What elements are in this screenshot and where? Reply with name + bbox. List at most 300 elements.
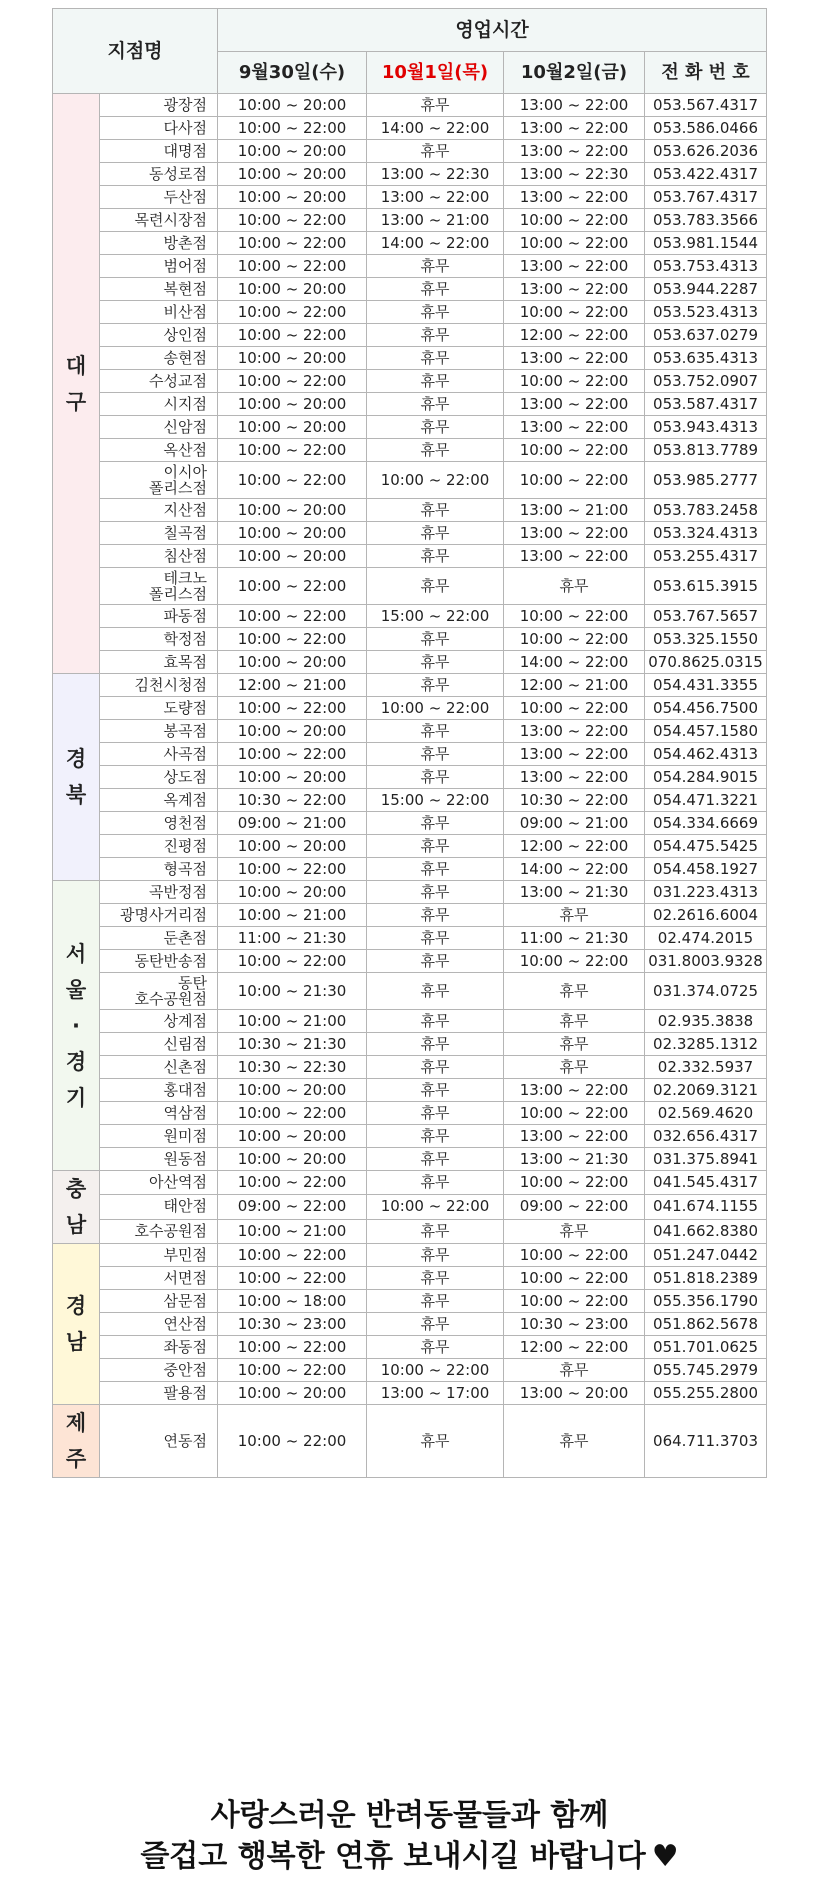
phone: 051.862.5678 xyxy=(645,1313,767,1336)
table-row xyxy=(53,1405,767,1478)
phone: 053.325.1550 xyxy=(645,628,767,651)
hours-oct1: 휴무 xyxy=(367,1148,504,1171)
branch-name: 봉곡점 xyxy=(100,720,218,743)
region-seoul xyxy=(53,881,100,1171)
phone: 053.567.4317 xyxy=(645,94,767,117)
table-row xyxy=(53,766,767,789)
hours-oct2: 13:00 ~ 22:00 xyxy=(504,743,645,766)
branch-name: 역삼점 xyxy=(100,1102,218,1125)
phone: 053.324.4313 xyxy=(645,522,767,545)
region-label-char: 경 xyxy=(65,747,87,771)
hours-oct1: 휴무 xyxy=(367,1079,504,1102)
phone: 053.981.1544 xyxy=(645,232,767,255)
hours-oct1: 휴무 xyxy=(367,743,504,766)
phone: 02.2616.6004 xyxy=(645,904,767,927)
hours-oct1: 10:00 ~ 22:00 xyxy=(367,697,504,720)
hours-oct2: 13:00 ~ 22:00 xyxy=(504,278,645,301)
hours-oct2: 휴무 xyxy=(504,1405,645,1478)
hours-sep30: 10:00 ~ 20:00 xyxy=(218,545,367,568)
region-gyeongbuk xyxy=(53,674,100,881)
branch-name: 연동점 xyxy=(100,1405,218,1478)
hours-sep30: 10:00 ~ 20:00 xyxy=(218,278,367,301)
hours-sep30: 10:00 ~ 22:00 xyxy=(218,301,367,324)
branch-name: 호수공원점 xyxy=(100,1219,218,1243)
hours-oct2: 10:00 ~ 22:00 xyxy=(504,209,645,232)
table-row xyxy=(53,568,767,605)
hours-oct1: 휴무 xyxy=(367,278,504,301)
table-row xyxy=(53,499,767,522)
table-body xyxy=(53,94,767,1478)
hours-oct2: 휴무 xyxy=(504,1359,645,1382)
phone: 054.458.1927 xyxy=(645,858,767,881)
hours-sep30: 10:00 ~ 21:30 xyxy=(218,973,367,1010)
hours-oct2: 13:00 ~ 22:00 xyxy=(504,522,645,545)
hours-oct1: 휴무 xyxy=(367,1125,504,1148)
branch-name-text: 이시아 폴리스점 xyxy=(149,463,207,497)
hours-oct1: 13:00 ~ 21:00 xyxy=(367,209,504,232)
table-row xyxy=(53,743,767,766)
hours-oct1: 휴무 xyxy=(367,439,504,462)
branch-name xyxy=(100,568,218,605)
phone: 053.626.2036 xyxy=(645,140,767,163)
table-row xyxy=(53,1313,767,1336)
branch-name: 신림점 xyxy=(100,1033,218,1056)
branch-name xyxy=(100,973,218,1010)
hours-oct2: 휴무 xyxy=(504,1219,645,1243)
branch-name: 시지점 xyxy=(100,393,218,416)
table-row xyxy=(53,186,767,209)
table-row xyxy=(53,628,767,651)
hours-oct1: 휴무 xyxy=(367,499,504,522)
hours-oct2: 휴무 xyxy=(504,1056,645,1079)
table-row xyxy=(53,605,767,628)
branch-name: 중안점 xyxy=(100,1359,218,1382)
table-row xyxy=(53,697,767,720)
hours-sep30: 10:00 ~ 22:00 xyxy=(218,1267,367,1290)
hours-sep30: 12:00 ~ 21:00 xyxy=(218,674,367,697)
hours-oct2: 휴무 xyxy=(504,904,645,927)
table-row xyxy=(53,1290,767,1313)
hours-oct2: 10:00 ~ 22:00 xyxy=(504,370,645,393)
hours-sep30: 10:00 ~ 22:00 xyxy=(218,462,367,499)
hours-sep30: 10:00 ~ 20:00 xyxy=(218,881,367,904)
table-row xyxy=(53,1219,767,1243)
branch-name: 신암점 xyxy=(100,416,218,439)
hours-oct2: 11:00 ~ 21:30 xyxy=(504,927,645,950)
table-row xyxy=(53,950,767,973)
table-row xyxy=(53,1195,767,1219)
hours-oct1: 휴무 xyxy=(367,1056,504,1079)
hours-sep30: 10:00 ~ 20:00 xyxy=(218,347,367,370)
hours-sep30: 10:00 ~ 20:00 xyxy=(218,416,367,439)
hours-oct2: 10:00 ~ 22:00 xyxy=(504,950,645,973)
region-label-char: 충 xyxy=(65,1177,87,1201)
phone: 053.813.7789 xyxy=(645,439,767,462)
table-row xyxy=(53,1079,767,1102)
branch-name: 광명사거리점 xyxy=(100,904,218,927)
branch-name: 방촌점 xyxy=(100,232,218,255)
branch-name: 원미점 xyxy=(100,1125,218,1148)
table-row xyxy=(53,1171,767,1195)
hours-oct2: 10:00 ~ 22:00 xyxy=(504,1244,645,1267)
phone: 032.656.4317 xyxy=(645,1125,767,1148)
branch-name: 광장점 xyxy=(100,94,218,117)
branch-name: 학정점 xyxy=(100,628,218,651)
hours-oct1: 휴무 xyxy=(367,522,504,545)
hours-sep30: 10:00 ~ 22:00 xyxy=(218,1102,367,1125)
hours-sep30: 10:00 ~ 22:00 xyxy=(218,324,367,347)
hours-oct2: 13:00 ~ 22:00 xyxy=(504,416,645,439)
hours-oct2: 13:00 ~ 22:00 xyxy=(504,186,645,209)
hours-oct2: 휴무 xyxy=(504,973,645,1010)
branch-name: 동탄반송점 xyxy=(100,950,218,973)
phone: 053.752.0907 xyxy=(645,370,767,393)
hours-sep30: 10:00 ~ 22:00 xyxy=(218,697,367,720)
hours-oct1: 휴무 xyxy=(367,904,504,927)
table-row xyxy=(53,789,767,812)
hours-oct1: 휴무 xyxy=(367,858,504,881)
branch-name: 사곡점 xyxy=(100,743,218,766)
business-hours-table xyxy=(52,8,767,1478)
hours-sep30: 10:00 ~ 22:00 xyxy=(218,1244,367,1267)
branch-name: 효목점 xyxy=(100,651,218,674)
hours-oct1: 휴무 xyxy=(367,1405,504,1478)
region-label-char: 북 xyxy=(65,783,87,807)
branch-name: 옥계점 xyxy=(100,789,218,812)
branch-name: 홍대점 xyxy=(100,1079,218,1102)
hours-oct2: 12:00 ~ 22:00 xyxy=(504,1336,645,1359)
table-row xyxy=(53,1125,767,1148)
hours-oct1: 휴무 xyxy=(367,1244,504,1267)
phone: 051.247.0442 xyxy=(645,1244,767,1267)
table-row xyxy=(53,835,767,858)
hours-sep30: 10:00 ~ 20:00 xyxy=(218,1125,367,1148)
branch-name: 곡반정점 xyxy=(100,881,218,904)
branch-name: 상도점 xyxy=(100,766,218,789)
phone: 053.985.2777 xyxy=(645,462,767,499)
phone: 02.935.3838 xyxy=(645,1010,767,1033)
phone: 054.334.6669 xyxy=(645,812,767,835)
hours-sep30: 10:00 ~ 22:00 xyxy=(218,209,367,232)
hours-oct2: 13:00 ~ 22:00 xyxy=(504,117,645,140)
table-row xyxy=(53,812,767,835)
hours-oct1: 휴무 xyxy=(367,1336,504,1359)
phone: 053.255.4317 xyxy=(645,545,767,568)
branch-name: 칠곡점 xyxy=(100,522,218,545)
hours-oct1: 휴무 xyxy=(367,674,504,697)
hours-oct1: 14:00 ~ 22:00 xyxy=(367,232,504,255)
phone: 053.783.2458 xyxy=(645,499,767,522)
hours-sep30: 10:30 ~ 23:00 xyxy=(218,1313,367,1336)
hours-sep30: 11:00 ~ 21:30 xyxy=(218,927,367,950)
hours-oct2: 10:00 ~ 22:00 xyxy=(504,628,645,651)
phone: 054.284.9015 xyxy=(645,766,767,789)
table-row xyxy=(53,927,767,950)
hours-oct1: 휴무 xyxy=(367,1267,504,1290)
hours-sep30: 09:00 ~ 22:00 xyxy=(218,1195,367,1219)
phone: 02.2069.3121 xyxy=(645,1079,767,1102)
branch-name: 동성로점 xyxy=(100,163,218,186)
region-label-char: 기 xyxy=(65,1085,87,1110)
branch-name: 삼문점 xyxy=(100,1290,218,1313)
hours-oct1: 휴무 xyxy=(367,766,504,789)
branch-name: 비산점 xyxy=(100,301,218,324)
hours-oct2: 10:30 ~ 23:00 xyxy=(504,1313,645,1336)
branch-name: 태안점 xyxy=(100,1195,218,1219)
hours-sep30: 10:30 ~ 21:30 xyxy=(218,1033,367,1056)
hours-oct1: 휴무 xyxy=(367,324,504,347)
hours-oct2: 10:00 ~ 22:00 xyxy=(504,1290,645,1313)
phone: 064.711.3703 xyxy=(645,1405,767,1478)
hours-sep30: 10:00 ~ 21:00 xyxy=(218,904,367,927)
table-row xyxy=(53,370,767,393)
hours-oct1: 휴무 xyxy=(367,301,504,324)
branch-name: 도량점 xyxy=(100,697,218,720)
region-label-char: 구 xyxy=(65,389,87,414)
hours-oct2: 10:00 ~ 22:00 xyxy=(504,439,645,462)
phone: 054.471.3221 xyxy=(645,789,767,812)
branch-name: 다사점 xyxy=(100,117,218,140)
table-row xyxy=(53,117,767,140)
branch-name: 진평점 xyxy=(100,835,218,858)
hours-sep30: 10:00 ~ 22:00 xyxy=(218,1336,367,1359)
region-label-char: 제 xyxy=(65,1411,87,1435)
table-row xyxy=(53,1056,767,1079)
hours-oct1: 휴무 xyxy=(367,347,504,370)
hours-oct1: 휴무 xyxy=(367,973,504,1010)
hours-oct2: 13:00 ~ 22:00 xyxy=(504,94,645,117)
hours-oct2: 13:00 ~ 22:00 xyxy=(504,766,645,789)
closing-message-line1: 사랑스러운 반려동물들과 함께 xyxy=(210,1798,609,1833)
hours-sep30: 10:00 ~ 22:00 xyxy=(218,858,367,881)
phone: 031.223.4313 xyxy=(645,881,767,904)
hours-oct1: 10:00 ~ 22:00 xyxy=(367,462,504,499)
hours-oct2: 10:30 ~ 22:00 xyxy=(504,789,645,812)
table-row xyxy=(53,1336,767,1359)
hours-sep30: 10:00 ~ 21:00 xyxy=(218,1010,367,1033)
hours-sep30: 10:30 ~ 22:00 xyxy=(218,789,367,812)
region-label-char: 경 xyxy=(65,1049,87,1074)
hours-oct2: 10:00 ~ 22:00 xyxy=(504,301,645,324)
hours-oct1: 휴무 xyxy=(367,416,504,439)
hours-sep30: 10:00 ~ 22:00 xyxy=(218,568,367,605)
phone: 054.475.5425 xyxy=(645,835,767,858)
region-chungnam xyxy=(53,1171,100,1244)
branch-name: 영천점 xyxy=(100,812,218,835)
hours-oct1: 휴무 xyxy=(367,94,504,117)
hours-sep30: 10:00 ~ 20:00 xyxy=(218,499,367,522)
branch-name: 옥산점 xyxy=(100,439,218,462)
branch-name: 두산점 xyxy=(100,186,218,209)
table-row xyxy=(53,94,767,117)
phone: 070.8625.0315 xyxy=(645,651,767,674)
table-row xyxy=(53,1010,767,1033)
table-row xyxy=(53,347,767,370)
region-label-char: 서 xyxy=(65,941,87,966)
phone: 031.8003.9328 xyxy=(645,950,767,973)
hours-oct2: 13:00 ~ 21:00 xyxy=(504,499,645,522)
table-row xyxy=(53,255,767,278)
hours-oct1: 휴무 xyxy=(367,370,504,393)
hours-oct2: 14:00 ~ 22:00 xyxy=(504,858,645,881)
branch-name: 좌동점 xyxy=(100,1336,218,1359)
hours-oct1: 휴무 xyxy=(367,568,504,605)
branch-name: 침산점 xyxy=(100,545,218,568)
phone: 053.783.3566 xyxy=(645,209,767,232)
region-label-char: 주 xyxy=(65,1447,87,1471)
branch-name: 서면점 xyxy=(100,1267,218,1290)
hours-sep30: 09:00 ~ 21:00 xyxy=(218,812,367,835)
table-row xyxy=(53,1359,767,1382)
region-label-char: 남 xyxy=(65,1213,87,1237)
heart-icon: ♥ xyxy=(651,1839,679,1874)
table-row xyxy=(53,545,767,568)
hours-sep30: 10:00 ~ 22:00 xyxy=(218,232,367,255)
hours-oct2: 10:00 ~ 22:00 xyxy=(504,1171,645,1195)
phone: 031.374.0725 xyxy=(645,973,767,1010)
hours-oct2: 13:00 ~ 22:00 xyxy=(504,255,645,278)
phone: 051.701.0625 xyxy=(645,1336,767,1359)
table-row xyxy=(53,720,767,743)
branch-name: 상인점 xyxy=(100,324,218,347)
hours-oct2: 휴무 xyxy=(504,1010,645,1033)
hours-oct2: 13:00 ~ 21:30 xyxy=(504,881,645,904)
hours-sep30: 10:00 ~ 22:00 xyxy=(218,117,367,140)
hours-oct1: 휴무 xyxy=(367,1010,504,1033)
region-gyeongnam xyxy=(53,1244,100,1405)
branch-name: 아산역점 xyxy=(100,1171,218,1195)
region-label-char: · xyxy=(72,1013,80,1038)
hours-oct2: 13:00 ~ 22:30 xyxy=(504,163,645,186)
phone: 02.569.4620 xyxy=(645,1102,767,1125)
hours-oct1: 15:00 ~ 22:00 xyxy=(367,789,504,812)
region-jeju xyxy=(53,1405,100,1478)
hours-oct2: 13:00 ~ 22:00 xyxy=(504,347,645,370)
hours-oct2: 14:00 ~ 22:00 xyxy=(504,651,645,674)
branch-name: 신촌점 xyxy=(100,1056,218,1079)
phone: 054.456.7500 xyxy=(645,697,767,720)
date-header-oct1: 10월1일(목) xyxy=(367,52,504,94)
branch-name: 지산점 xyxy=(100,499,218,522)
table-row xyxy=(53,522,767,545)
branch-name-text: 테크노 폴리스점 xyxy=(149,569,207,603)
branch-name: 수성교점 xyxy=(100,370,218,393)
hours-oct2: 09:00 ~ 21:00 xyxy=(504,812,645,835)
table-row xyxy=(53,209,767,232)
table-row xyxy=(53,462,767,499)
hours-sep30: 10:00 ~ 22:00 xyxy=(218,605,367,628)
hours-oct2: 10:00 ~ 22:00 xyxy=(504,1102,645,1125)
branch-name: 형곡점 xyxy=(100,858,218,881)
hours-sep30: 10:00 ~ 20:00 xyxy=(218,1148,367,1171)
table-row xyxy=(53,140,767,163)
branch-name xyxy=(100,462,218,499)
phone: 055.356.1790 xyxy=(645,1290,767,1313)
phone-header: 전 화 번 호 xyxy=(645,52,767,94)
phone: 053.944.2287 xyxy=(645,278,767,301)
phone: 053.753.4313 xyxy=(645,255,767,278)
region-label-char: 울 xyxy=(65,977,87,1002)
phone: 054.462.4313 xyxy=(645,743,767,766)
hours-oct2: 09:00 ~ 22:00 xyxy=(504,1195,645,1219)
hours-sep30: 10:00 ~ 22:00 xyxy=(218,255,367,278)
table-row xyxy=(53,674,767,697)
phone: 054.431.3355 xyxy=(645,674,767,697)
hours-sep30: 10:00 ~ 20:00 xyxy=(218,720,367,743)
hours-sep30: 10:00 ~ 22:00 xyxy=(218,743,367,766)
hours-oct1: 휴무 xyxy=(367,927,504,950)
table-row xyxy=(53,881,767,904)
region-label-char: 경 xyxy=(65,1294,87,1318)
phone: 055.745.2979 xyxy=(645,1359,767,1382)
phone: 053.943.4313 xyxy=(645,416,767,439)
hours-oct2: 13:00 ~ 22:00 xyxy=(504,545,645,568)
hours-oct1: 휴무 xyxy=(367,255,504,278)
table-row xyxy=(53,1267,767,1290)
phone: 053.615.3915 xyxy=(645,568,767,605)
hours-oct1: 휴무 xyxy=(367,651,504,674)
hours-oct1: 휴무 xyxy=(367,720,504,743)
phone: 053.767.5657 xyxy=(645,605,767,628)
table-row xyxy=(53,439,767,462)
branch-name: 파동점 xyxy=(100,605,218,628)
hours-oct2: 10:00 ~ 22:00 xyxy=(504,605,645,628)
region-label-char: 대 xyxy=(65,353,87,378)
hours-sep30: 10:00 ~ 22:00 xyxy=(218,628,367,651)
phone: 053.637.0279 xyxy=(645,324,767,347)
region-label-char: 남 xyxy=(65,1330,87,1354)
phone: 041.545.4317 xyxy=(645,1171,767,1195)
phone: 041.674.1155 xyxy=(645,1195,767,1219)
closing-message-line2 xyxy=(0,1831,819,1875)
table-row xyxy=(53,1382,767,1405)
hours-sep30: 10:00 ~ 22:00 xyxy=(218,950,367,973)
hours-oct2: 13:00 ~ 22:00 xyxy=(504,1125,645,1148)
hours-oct1: 휴무 xyxy=(367,950,504,973)
hours-oct1: 휴무 xyxy=(367,1290,504,1313)
table-row xyxy=(53,1033,767,1056)
branch-name: 송현점 xyxy=(100,347,218,370)
branch-name-header: 지점명 xyxy=(53,9,218,94)
hours-oct2: 13:00 ~ 22:00 xyxy=(504,393,645,416)
table-row xyxy=(53,278,767,301)
hours-sep30: 10:00 ~ 20:00 xyxy=(218,163,367,186)
branch-name: 상계점 xyxy=(100,1010,218,1033)
branch-name: 부민점 xyxy=(100,1244,218,1267)
hours-oct1: 휴무 xyxy=(367,835,504,858)
hours-oct1: 14:00 ~ 22:00 xyxy=(367,117,504,140)
table-row xyxy=(53,904,767,927)
hours-oct1: 휴무 xyxy=(367,881,504,904)
hours-oct1: 휴무 xyxy=(367,628,504,651)
table-row xyxy=(53,416,767,439)
table-row xyxy=(53,324,767,347)
phone: 031.375.8941 xyxy=(645,1148,767,1171)
branch-name: 연산점 xyxy=(100,1313,218,1336)
region-daegu xyxy=(53,94,100,674)
hours-oct2: 휴무 xyxy=(504,1033,645,1056)
table-row xyxy=(53,858,767,881)
phone: 053.586.0466 xyxy=(645,117,767,140)
branch-name: 목련시장점 xyxy=(100,209,218,232)
hours-oct1: 휴무 xyxy=(367,1313,504,1336)
hours-sep30: 10:00 ~ 20:00 xyxy=(218,1079,367,1102)
hours-sep30: 10:00 ~ 22:00 xyxy=(218,1359,367,1382)
table-row xyxy=(53,651,767,674)
phone: 02.332.5937 xyxy=(645,1056,767,1079)
hours-oct2: 13:00 ~ 20:00 xyxy=(504,1382,645,1405)
hours-sep30: 10:00 ~ 20:00 xyxy=(218,651,367,674)
